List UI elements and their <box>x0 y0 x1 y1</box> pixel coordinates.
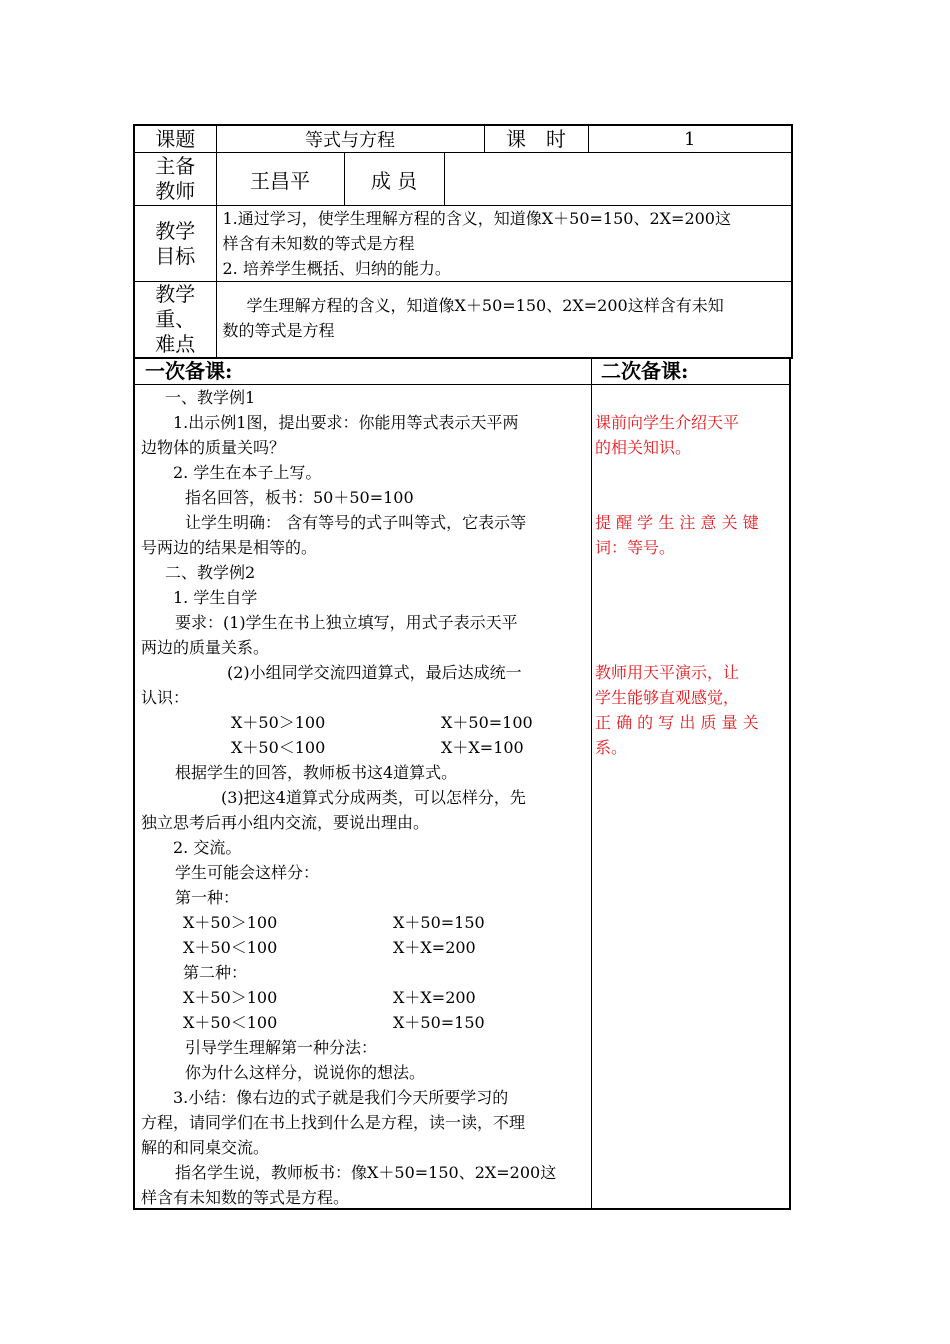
lesson-line: 引导学生理解第一种分法： <box>185 1038 378 1057</box>
lesson-plan-sheet <box>133 124 791 1206</box>
key-label-line: 难点 <box>155 332 196 356</box>
equation-row <box>135 935 591 960</box>
members-label: 成 员 <box>344 153 444 206</box>
key-points-label <box>134 282 216 359</box>
equation: X＋50＞100 <box>183 988 278 1007</box>
lesson-line: 号两边的结果是相等的。 <box>141 538 318 557</box>
note-line: 教师用天平演示，让 <box>595 663 740 682</box>
key-label-line: 教学 <box>155 282 196 306</box>
lesson-line: 解的和同桌交流。 <box>141 1138 270 1157</box>
equation: X＋50=150 <box>393 1013 485 1032</box>
equation: X＋50＜100 <box>183 1013 278 1032</box>
lesson-line: 2. 学生在本子上写。 <box>173 463 322 482</box>
lesson-line: (3)把这4道算式分成两类，可以怎样分，先 <box>221 788 526 807</box>
key-line: 数的等式是方程 <box>222 321 335 340</box>
lesson-line: 认识： <box>141 688 190 707</box>
note-line: 学生能够直观感觉， <box>595 688 740 707</box>
equation-row <box>135 710 591 735</box>
lesson-line: 边物体的质量关吗？ <box>141 438 286 457</box>
equation: X＋X=200 <box>393 988 476 1007</box>
equation-row <box>135 985 591 1010</box>
lesson-line: 方程，请同学们在书上找到什么是方程，读一读，不理 <box>141 1113 526 1132</box>
note-line: 课前向学生介绍天平 <box>595 413 740 432</box>
key-label-line: 重、 <box>155 307 196 331</box>
lesson-line: 你为什么这样分，说说你的想法。 <box>185 1063 426 1082</box>
teacher-label <box>134 153 216 206</box>
equation-row <box>135 735 591 760</box>
members-value <box>444 153 792 206</box>
lesson-line: 2. 交流。 <box>173 838 242 857</box>
lesson-line: 学生可能会这样分： <box>175 863 320 882</box>
period-label: 课 时 <box>484 125 588 153</box>
key-line: 学生理解方程的含义，知道像X＋50=150、2X=200这样含有未知 <box>246 296 724 315</box>
lesson-line: 一、教学例1 <box>165 388 256 407</box>
lesson-line: 1.出示例1图，提出要求：你能用等式表示天平两 <box>173 413 519 432</box>
lesson-line: 样含有未知数的等式是方程。 <box>141 1188 350 1207</box>
note-line: 正 确 的 写 出 质 量 关 <box>595 713 759 732</box>
equation: X＋50＞100 <box>231 713 326 732</box>
lesson-line: 两边的质量关系。 <box>141 638 270 657</box>
lesson-line: 指名学生说，教师板书：像X＋50=150、2X=200这 <box>175 1163 557 1182</box>
lesson-line: 要求：(1)学生在书上独立填写，用式子表示天平 <box>175 613 518 632</box>
second-prep-notes <box>595 385 785 760</box>
goal-line: 1.通过学习，使学生理解方程的含义，知道像X＋50=150、2X=200这 <box>222 209 731 228</box>
equation-row <box>135 1010 591 1035</box>
note-line: 提 醒 学 生 注 意 关 键 <box>595 513 759 532</box>
equation-row <box>135 910 591 935</box>
goal-label-line: 教学 <box>155 218 196 243</box>
lesson-line: 独立思考后再小组内交流，要说出理由。 <box>141 813 430 832</box>
lesson-line: 3.小结：像右边的式子就是我们今天所要学习的 <box>173 1088 509 1107</box>
lesson-line: 根据学生的回答，教师板书这4道算式。 <box>175 763 458 782</box>
goal-line: 样含有未知数的等式是方程 <box>222 234 415 253</box>
equation: X＋50＜100 <box>183 938 278 957</box>
goal-line: 2. 培养学生概括、归纳的能力。 <box>222 259 451 278</box>
goal-label <box>134 206 216 282</box>
topic-value: 等式与方程 <box>216 125 484 153</box>
equation: X＋50=100 <box>441 713 533 732</box>
second-prep-heading: 二次备课: <box>601 359 689 383</box>
lesson-header-table <box>133 124 793 359</box>
note-line: 的相关知识。 <box>595 438 692 457</box>
equation: X＋50＜100 <box>231 738 326 757</box>
goal-text <box>216 206 792 282</box>
first-prep-heading: 一次备课: <box>145 359 233 383</box>
period-value: 1 <box>588 125 792 153</box>
note-line: 词：等号。 <box>595 538 676 557</box>
lesson-line: (2)小组同学交流四道算式，最后达成统一 <box>227 663 522 682</box>
lesson-line: 让学生明确： 含有等号的式子叫等式，它表示等 <box>185 513 527 532</box>
equation: X＋X=100 <box>441 738 524 757</box>
note-line: 系。 <box>595 738 628 757</box>
goal-label-line: 目标 <box>155 243 196 268</box>
lesson-line: 二、教学例2 <box>165 563 256 582</box>
lesson-line: 第一种： <box>175 888 240 907</box>
teacher-label-line: 教师 <box>155 179 196 203</box>
equation: X＋50=150 <box>393 913 485 932</box>
lesson-body <box>133 359 791 1210</box>
lesson-line: 1. 学生自学 <box>173 588 258 607</box>
teacher-label-line: 主备 <box>155 154 196 178</box>
equation: X＋X=200 <box>393 938 476 957</box>
teacher-value: 王昌平 <box>216 153 344 206</box>
equation: X＋50＞100 <box>183 913 278 932</box>
lesson-line: 指名回答，板书：50＋50=100 <box>185 488 414 507</box>
column-divider <box>591 359 592 1208</box>
key-points-text <box>216 282 792 359</box>
lesson-steps <box>135 385 591 1210</box>
lesson-line: 第二种： <box>183 963 248 982</box>
topic-label: 课题 <box>134 125 216 153</box>
